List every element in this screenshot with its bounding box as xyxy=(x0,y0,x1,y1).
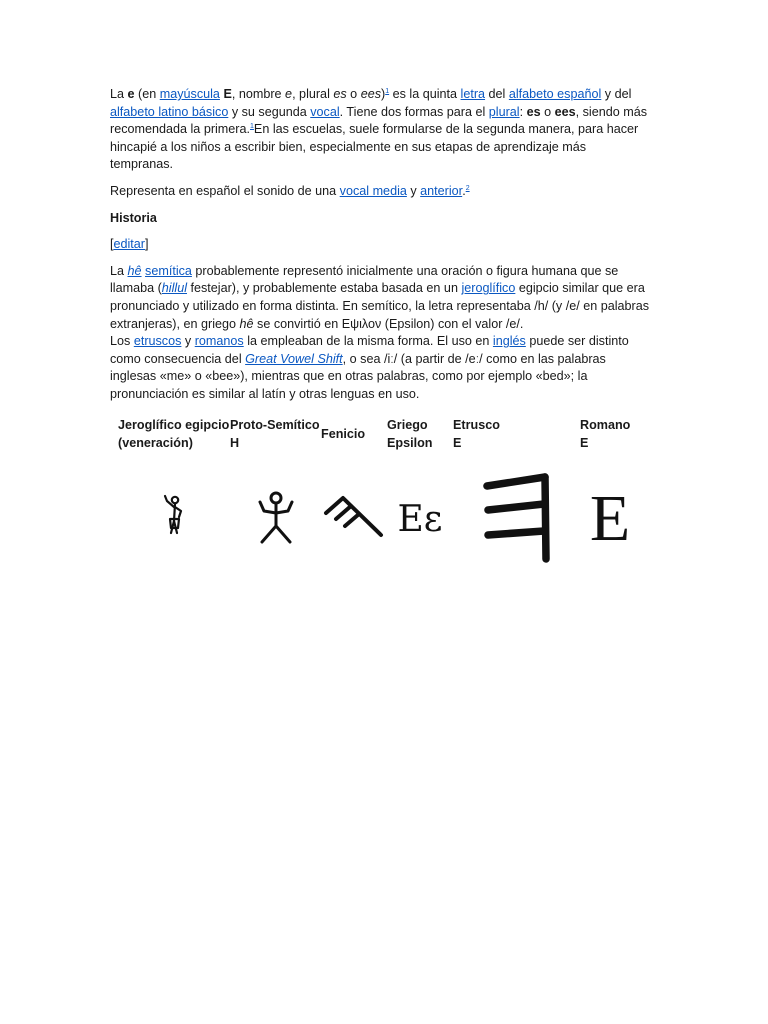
link-jeroglifico[interactable]: jeroglífico xyxy=(461,281,516,296)
phoenician-he-icon xyxy=(323,495,385,541)
header-line: Romano xyxy=(580,418,631,433)
roman-e-glyph: E xyxy=(589,482,631,555)
hieroglyph-figure-icon xyxy=(154,493,194,543)
text: del xyxy=(485,87,509,101)
cell-jeroglifico xyxy=(118,454,230,584)
link-semitica[interactable]: semítica xyxy=(145,263,192,278)
text: : xyxy=(519,104,527,119)
text: o xyxy=(346,87,361,101)
cell-romano xyxy=(580,454,640,584)
text: y xyxy=(181,334,195,349)
text: , o sea /iː/ (a partir de /eː/ como en las palabras inglesas «me» o «bee»), mientras que en otras palabras, como por ejemplo «bed»; la pronunciación es similar al latín y otras lenguas en uso. xyxy=(110,351,606,401)
greek-epsilon-glyph: Eε xyxy=(397,498,443,540)
cell-fenicio xyxy=(321,454,387,584)
text: La xyxy=(110,263,128,278)
text: egipcio similar que era pronunciado y utilizado en forma distinta. En semítico, la letra representaba /h/ (y /e/ en palabras extranjeras), en griego xyxy=(110,281,650,331)
link-great-vowel-shift[interactable]: Great Vowel Shift xyxy=(245,351,343,366)
sound-paragraph xyxy=(110,183,650,201)
link-romanos[interactable]: romanos xyxy=(194,334,244,349)
cell-etrusco xyxy=(453,454,580,584)
header-line: Proto-Semítico xyxy=(230,418,320,433)
text: la empleaban de la misma forma. El uso en xyxy=(243,334,493,349)
text: , siendo más recomendada la primera. xyxy=(110,104,648,137)
text: , nombre xyxy=(231,87,286,101)
text: ees xyxy=(360,87,382,101)
link-anterior[interactable]: anterior xyxy=(420,183,463,198)
link-letra[interactable]: letra xyxy=(460,87,486,101)
link-vocal[interactable]: vocal xyxy=(310,104,340,119)
text: y su segunda xyxy=(228,104,311,119)
cell-griego xyxy=(387,454,453,584)
text: y xyxy=(406,183,421,198)
reference-2[interactable]: 2 xyxy=(465,184,470,192)
text: ees xyxy=(554,104,576,119)
text: y del xyxy=(601,87,632,101)
header-griego xyxy=(387,416,453,454)
text: Representa en español el sonido de una xyxy=(110,183,340,198)
header-jeroglifico xyxy=(118,416,230,454)
edit-section xyxy=(110,236,650,254)
header-line: Griego xyxy=(387,418,428,433)
text: puede ser distinto como consecuencia del xyxy=(110,334,629,366)
text: es xyxy=(333,87,347,101)
letter-evolution-table xyxy=(118,416,640,584)
text: e xyxy=(285,87,293,101)
text: es xyxy=(526,104,541,119)
section-heading-historia: Historia xyxy=(110,210,157,225)
header-etrusco xyxy=(453,416,580,454)
link-alfabeto-espanol[interactable]: alfabeto español xyxy=(508,87,602,101)
link-etruscos[interactable]: etruscos xyxy=(133,334,182,349)
text: Los xyxy=(110,334,134,349)
table-glyph-row xyxy=(118,454,640,584)
article-body xyxy=(110,86,650,404)
text: e xyxy=(127,87,135,101)
text: ) xyxy=(381,87,386,101)
history-paragraph xyxy=(110,263,650,404)
header-fenicio xyxy=(321,416,387,454)
text: La xyxy=(110,87,128,101)
edit-link[interactable]: editar xyxy=(113,237,146,252)
reference-1[interactable]: 1 xyxy=(385,87,390,95)
etruscan-e-icon xyxy=(481,471,553,565)
reference-1b[interactable]: 1 xyxy=(250,123,254,130)
proto-semitic-he-icon xyxy=(254,490,298,546)
bracket: [ xyxy=(110,237,114,252)
header-line: Epsilon xyxy=(387,436,433,450)
link-alfabeto-latino[interactable]: alfabeto latino básico xyxy=(110,104,229,119)
header-proto-semitico xyxy=(230,416,321,454)
cell-proto-semitico xyxy=(230,454,321,584)
text: . Tiene dos formas para el xyxy=(339,104,489,119)
bracket: ] xyxy=(145,237,149,252)
header-line: (veneración) xyxy=(118,436,193,450)
header-line: Fenicio xyxy=(321,427,366,442)
header-line: H xyxy=(230,436,240,450)
text: hê xyxy=(239,316,254,331)
table-header-row xyxy=(118,416,640,454)
intro-paragraph xyxy=(110,86,650,174)
text: En las escuelas, suele formularse de la segunda manera, para hacer hincapié a los niños a escribir bien, especialmente en sus etapas de aprendizaje más tempranas. xyxy=(110,122,639,172)
text: (en xyxy=(134,87,160,101)
text: probablemente representó inicialmente una oración o figura humana que se llamaba ( xyxy=(110,263,619,296)
link-vocal-media[interactable]: vocal media xyxy=(339,183,407,198)
text: se convirtió en Εψιλον (Epsilon) con el valor /e/. xyxy=(253,316,524,331)
text: festejar), y probablemente estaba basada en un xyxy=(187,281,462,296)
link-mayuscula[interactable]: mayúscula xyxy=(159,87,220,101)
text: es la quinta xyxy=(389,87,461,101)
header-line: E xyxy=(580,436,589,450)
link-plural[interactable]: plural xyxy=(488,104,520,119)
text: . xyxy=(462,183,466,198)
text: o xyxy=(540,104,555,119)
link-he[interactable]: hê xyxy=(127,263,142,278)
text: , plural xyxy=(292,87,334,101)
text: E xyxy=(223,87,232,101)
header-line: Etrusco xyxy=(453,418,500,433)
link-ingles[interactable]: inglés xyxy=(492,334,526,349)
header-romano xyxy=(580,416,640,454)
header-line: Jeroglífico egipcio xyxy=(118,418,230,433)
link-hillul[interactable]: hillul xyxy=(161,281,187,296)
header-line: E xyxy=(453,436,462,450)
